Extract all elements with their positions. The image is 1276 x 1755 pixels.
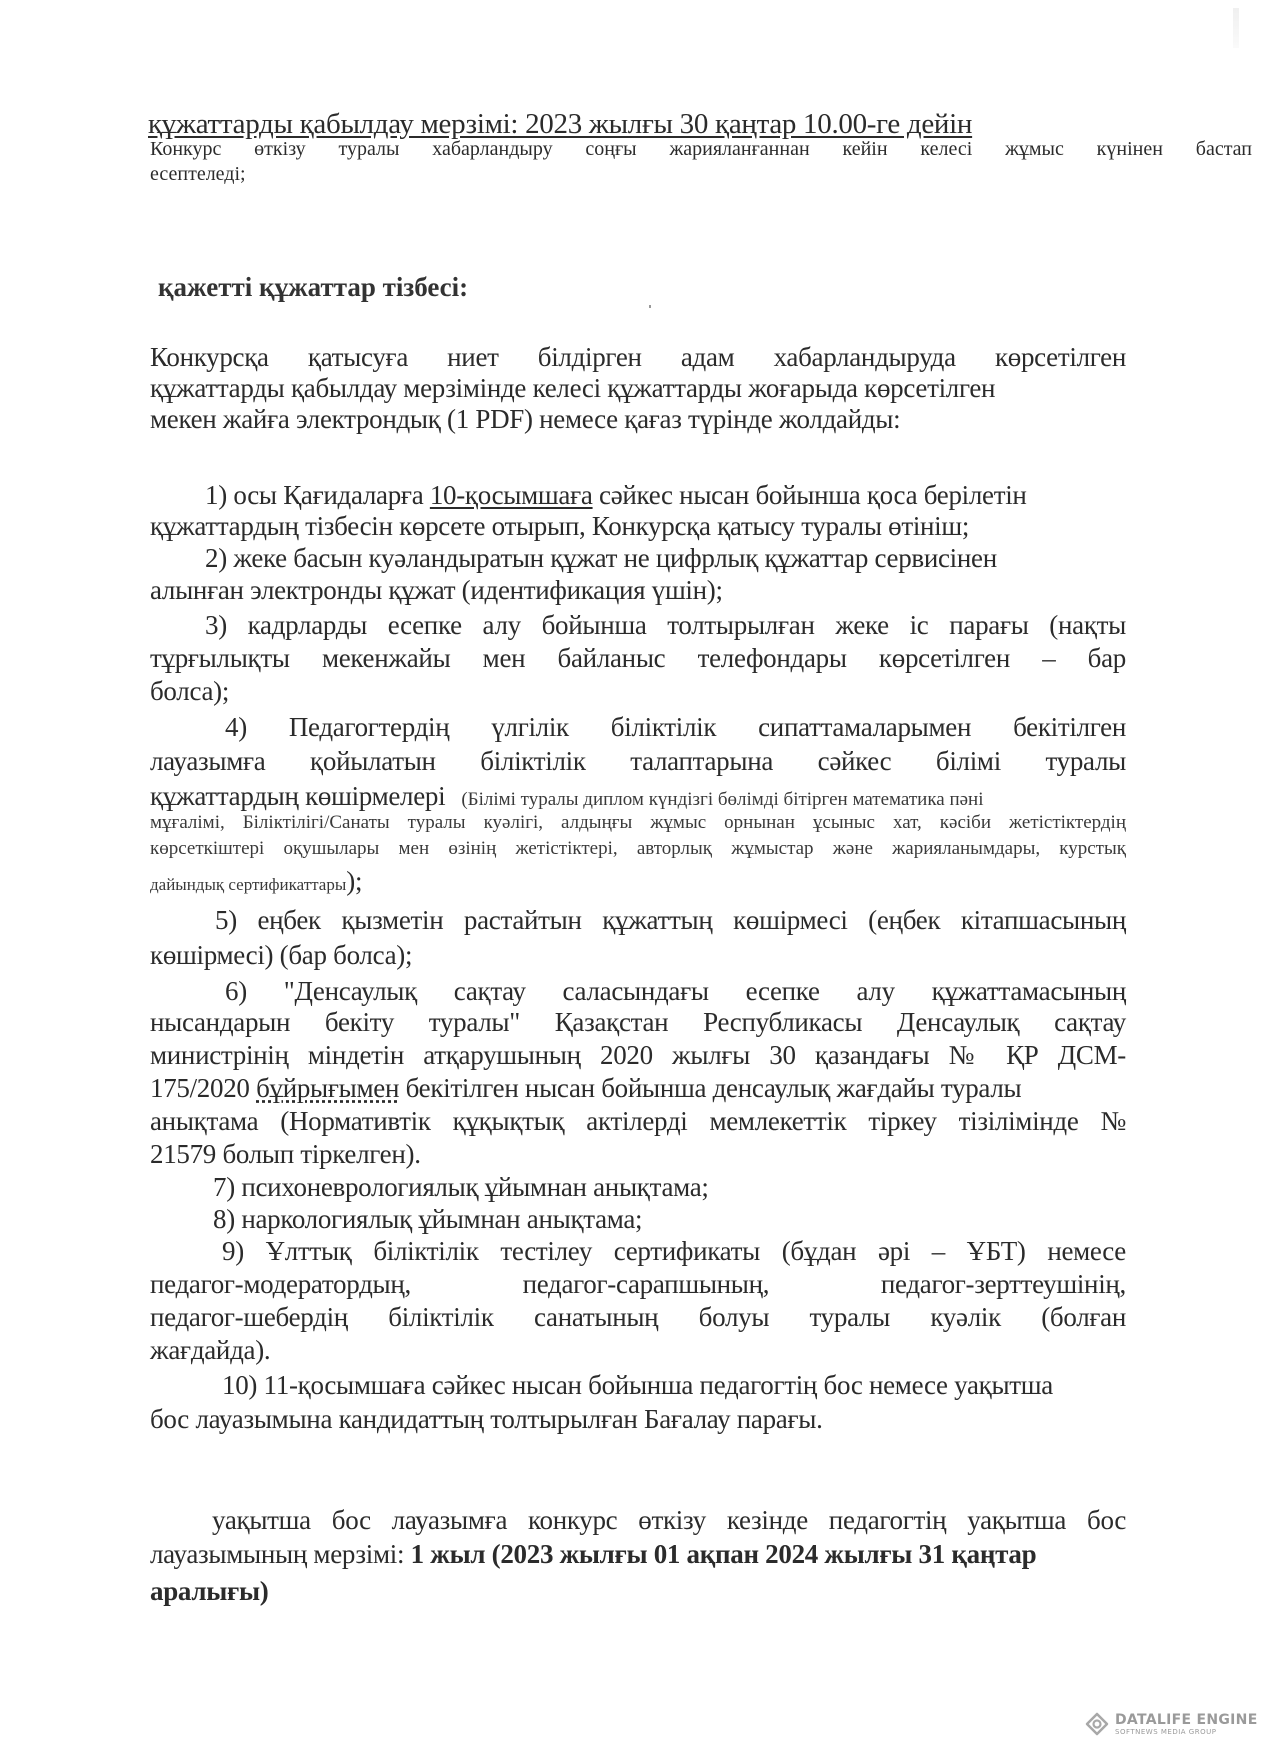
- item-10-line-2: бос лауазымына кандидаттың толтырылған Бағалау парағы.: [150, 1404, 823, 1434]
- item-1-prefix: 1) осы Қағидаларға: [205, 480, 430, 510]
- term-line-3: аралығы): [150, 1576, 269, 1606]
- item-9-line-4: жағдайда).: [150, 1335, 271, 1365]
- item-4-note-line-1: мұғалімі, Біліктілігі/Санаты туралы куәлігі, алдыңғы жұмыс орнынан ұсыныс хат, кәсіби жетістіктердің: [150, 812, 1126, 833]
- item-8: 8) наркологиялық ұйымнан анықтама;: [213, 1204, 643, 1234]
- item-2-line-2: алынған электронды құжат (идентификация үшін);: [150, 575, 723, 605]
- item-4-note-line-2: көрсеткіштері оқушылары мен өзінің жетістіктері, авторлық жұмыстар және жарияланымдары, курстық: [150, 838, 1126, 859]
- item-4-line-1: 4) Педагогтердің үлгілік біліктілік сипаттамаларымен бекітілген: [225, 712, 1126, 742]
- item-4-line-2: лауазымға қойылатын біліктілік талаптарына сәйкес білімі туралы: [150, 746, 1126, 776]
- item-6-order-number: 175/2020: [150, 1073, 257, 1103]
- watermark-brand: DATALIFE ENGINE: [1115, 1711, 1258, 1728]
- intro-line-2: құжаттарды қабылдау мерзімінде келесі құжаттарды жоғарыда көрсетілген: [150, 373, 996, 403]
- term-line-1: уақытша бос лауазымға конкурс өткізу кезінде педагогтің уақытша бос: [212, 1505, 1126, 1535]
- item-1-line-1: [205, 480, 1027, 511]
- item-7: 7) психоневрологиялық ұйымнан анықтама;: [213, 1172, 709, 1202]
- item-2-line-1: 2) жеке басын куәландыратын құжат не цифрлық құжаттар сервисінен: [205, 543, 997, 573]
- deadline-note-line-1: Конкурс өткізу туралы хабарландыру соңғы жарияланғаннан кейін келесі жұмыс күнінен бастап: [150, 138, 1252, 160]
- item-4-last-note: дайындық сертификаттары: [150, 875, 347, 894]
- item-4-note-line-3: [150, 866, 362, 897]
- item-4-close: );: [346, 866, 363, 896]
- item-1-line-2: құжаттардың тізбесін көрсете отырып, Конкурсқа қатысу туралы өтініш;: [150, 511, 970, 541]
- item-6-line-4: [150, 1073, 1021, 1104]
- intro-line-1: Конкурсқа қатысуға ниет білдірген адам хабарландыруда көрсетілген: [150, 342, 1126, 372]
- item-6-line-6: 21579 болып тіркелген).: [150, 1139, 421, 1169]
- item-6-line-3: министрінің міндетін атқарушының 2020 жылғы 30 қазандағы № ҚР ДСМ-: [150, 1040, 1126, 1070]
- item-3-line-2: тұрғылықты мекенжайы мен байланыс телефондары көрсетілген – бар: [150, 643, 1126, 673]
- deadline-line: құжаттарды қабылдау мерзімі: 2023 жылғы 30 қаңтар 10.00-ге дейін: [148, 108, 973, 140]
- order-link[interactable]: бұйрығымен: [256, 1073, 400, 1103]
- list-heading: қажетті құжаттар тізбесі:: [158, 272, 469, 302]
- scan-artifact: [1233, 8, 1239, 48]
- item-5-line-2: көшірмесі) (бар болса);: [150, 940, 413, 970]
- datalife-watermark: [1085, 1712, 1258, 1736]
- deadline-note-line-2: есептеледі;: [150, 163, 246, 185]
- term-label: лауазымының мерзімі:: [150, 1539, 411, 1569]
- item-4-main: құжаттардың көшірмелері: [150, 781, 446, 811]
- item-6-line-2: нысандарын бекіту туралы" Қазақстан Республикасы Денсаулық сақтау: [150, 1007, 1126, 1037]
- watermark-sub: SOFTNEWS MEDIA GROUP: [1115, 1727, 1217, 1736]
- item-3-line-1: 3) кадрларды есепке алу бойынша толтырылған жеке іс парағы (нақты: [205, 610, 1126, 640]
- item-3-line-3: болса);: [150, 676, 230, 706]
- appendix-10-link[interactable]: 10-қосымшаға: [429, 480, 593, 510]
- item-9-line-1: 9) Ұлттық біліктілік тестілеу сертификаты (бұдан әрі – ҰБТ) немесе: [222, 1236, 1126, 1266]
- item-9-line-2: педагог-модератордың, педагог-сарапшының, педагог-зерттеушінің,: [150, 1269, 1126, 1299]
- item-4-line-3: [150, 781, 984, 812]
- item-6-line-1: 6) "Денсаулық сақтау саласындағы есепке алу құжаттамасының: [225, 976, 1126, 1006]
- item-5-line-1: 5) еңбек қызметін растайтын құжаттың көшірмесі (еңбек кітапшасының: [215, 905, 1126, 935]
- term-line-2: [150, 1539, 1036, 1570]
- item-6-line-5: анықтама (Нормативтік құқықтық актілерді мемлекеттік тіркеу тізілімінде №: [150, 1106, 1126, 1136]
- item-6-line-4-rest: бекітілген нысан бойынша денсаулық жағдайы туралы: [399, 1073, 1022, 1103]
- term-period: 1 жыл (2023 жылғы 01 ақпан 2024 жылғы 31 қаңтар: [410, 1539, 1037, 1569]
- scan-speck: [649, 305, 651, 308]
- intro-line-3: мекен жайға электрондық (1 PDF) немесе қағаз түрінде жолдайды:: [150, 404, 901, 434]
- item-1-suffix: сәйкес нысан бойынша қоса берілетін: [592, 480, 1027, 510]
- item-10-line-1: 10) 11-қосымшаға сәйкес нысан бойынша педагогтің бос немесе уақытша: [222, 1370, 1053, 1400]
- item-9-line-3: педагог-шебердің біліктілік санатының болуы туралы куәлік (болған: [150, 1302, 1126, 1332]
- datalife-logo-icon: [1085, 1712, 1109, 1736]
- item-4-note-start: (Білімі туралы диплом күндізгі бөлімді бітірген математика пәні: [461, 789, 984, 810]
